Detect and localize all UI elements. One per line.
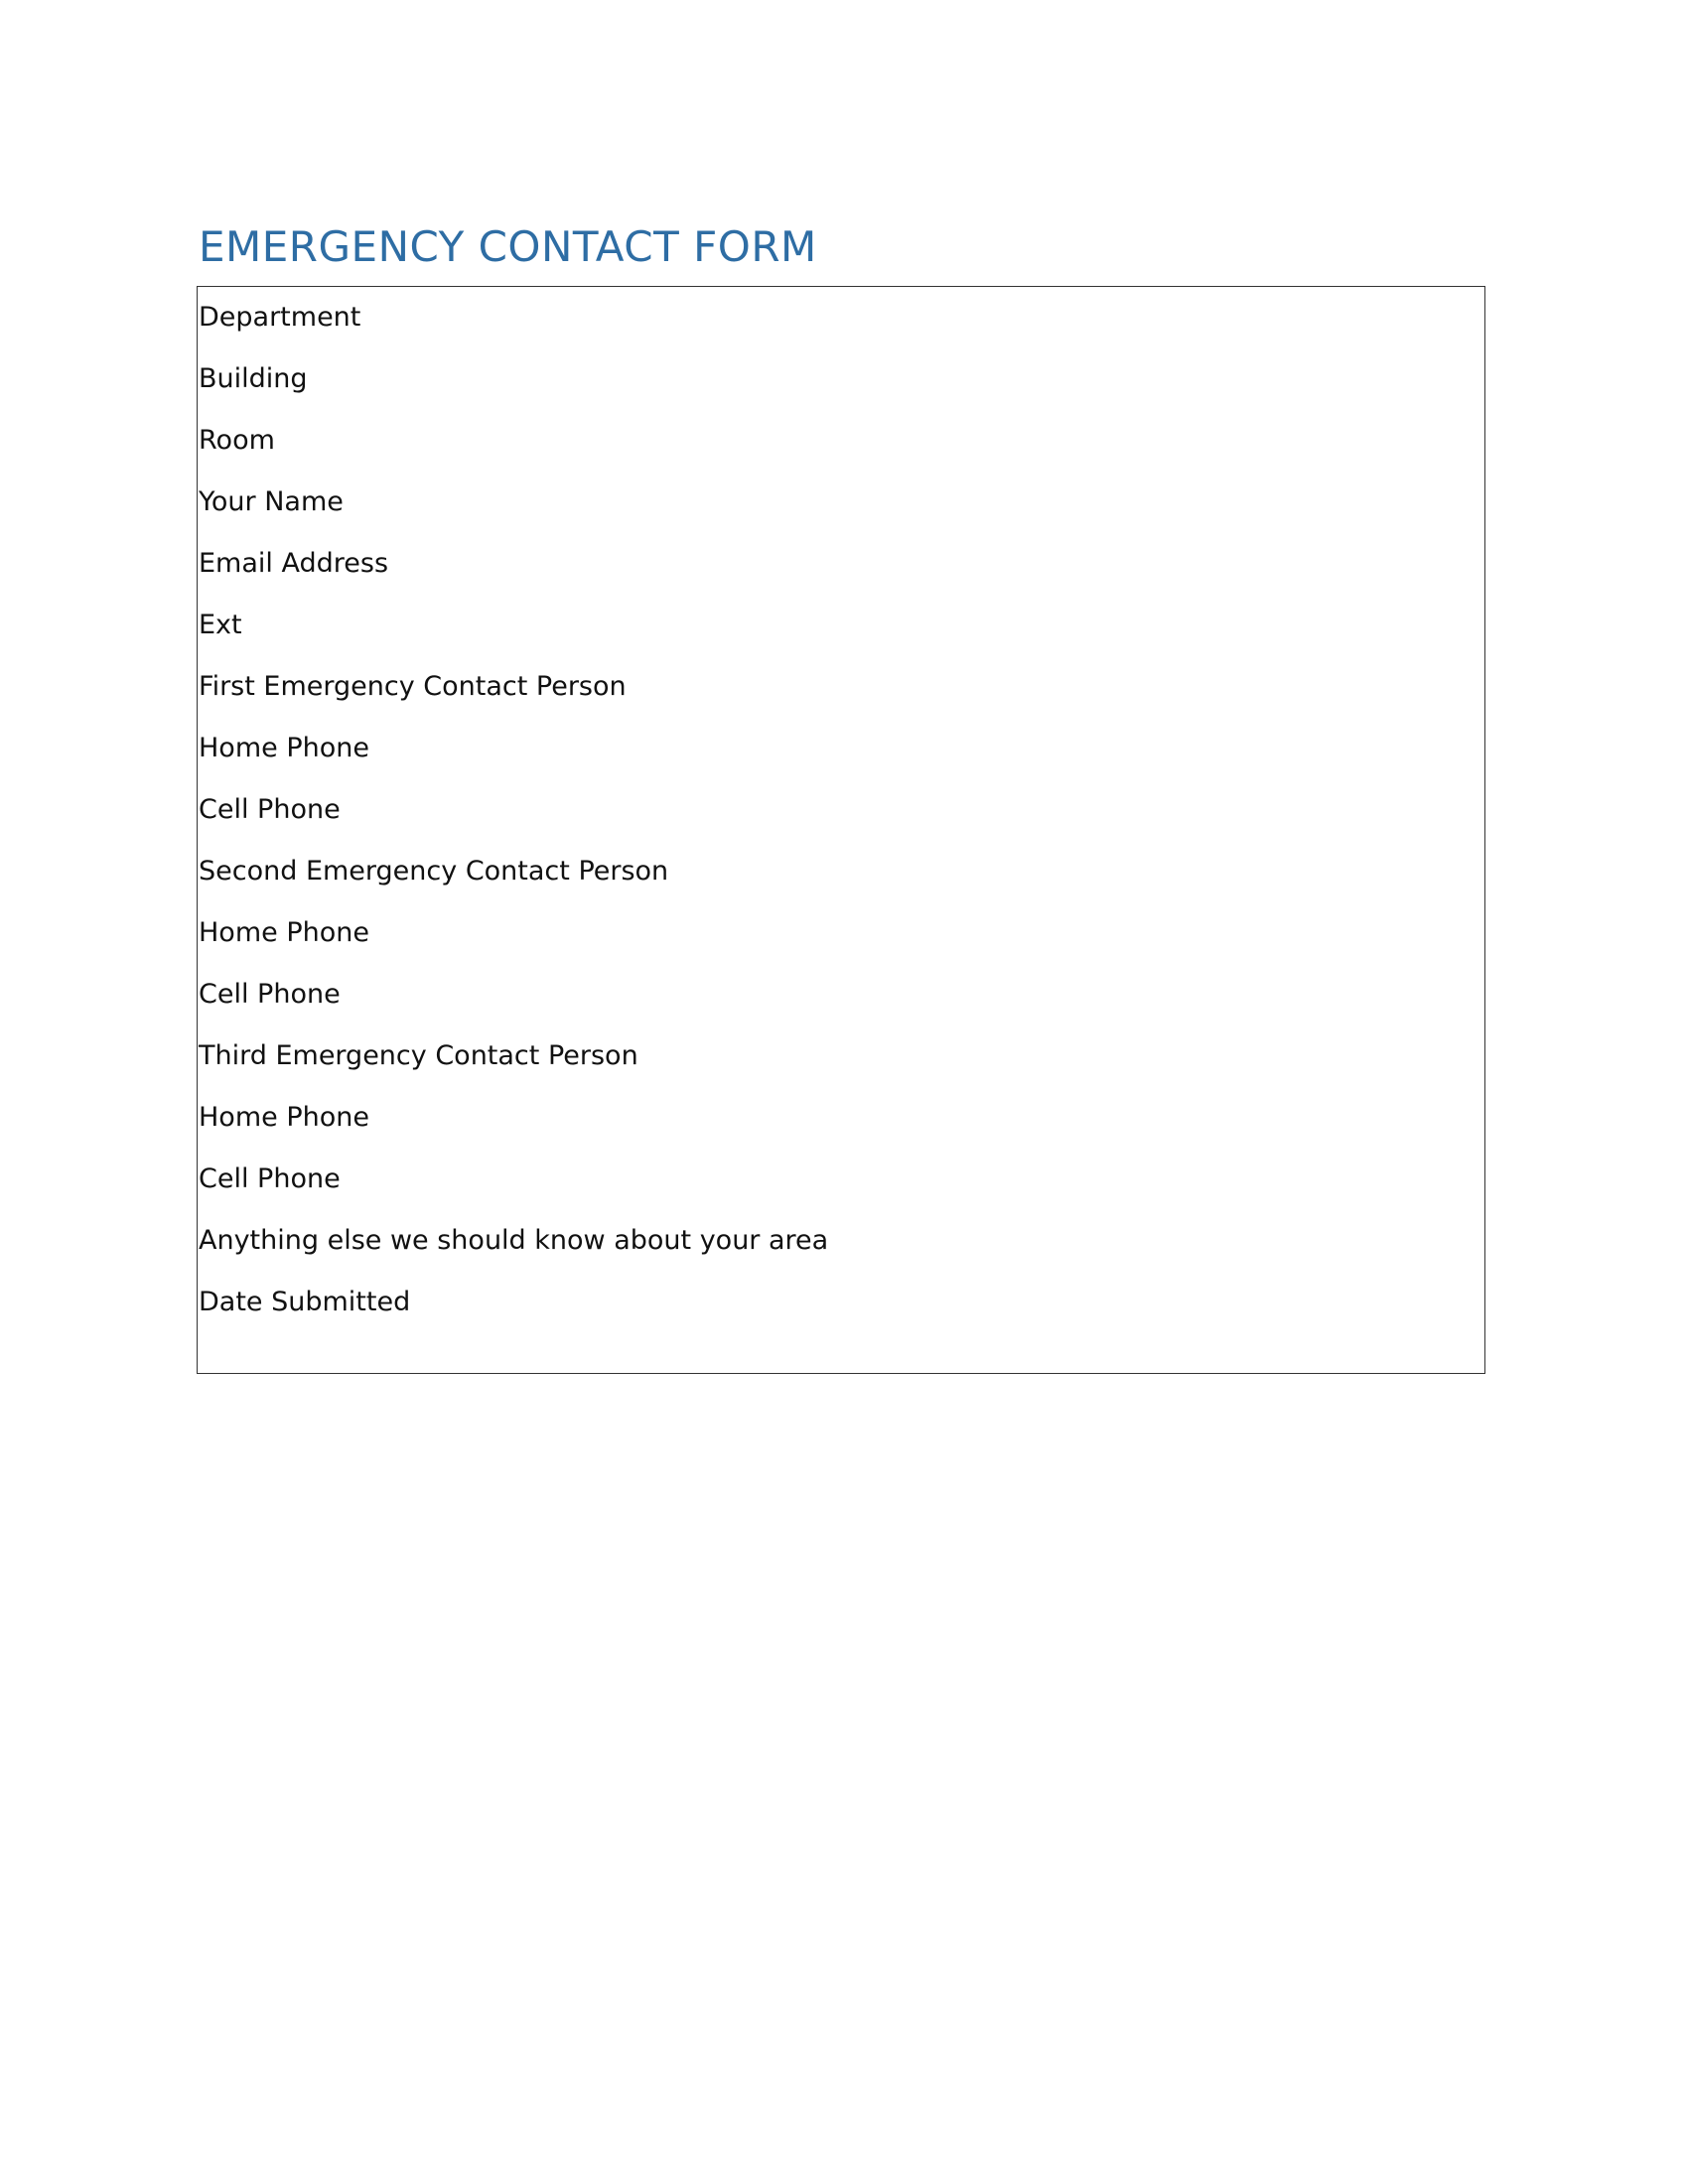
field-second-home-phone-label: Home Phone bbox=[199, 917, 369, 948]
field-list bbox=[198, 295, 828, 1341]
contact-form-box bbox=[197, 286, 1485, 1374]
field-date-submitted-label: Date Submitted bbox=[199, 1287, 411, 1317]
field-third-home-phone-label: Home Phone bbox=[199, 1102, 369, 1133]
field-building-label: Building bbox=[199, 363, 308, 394]
field-ext-label: Ext bbox=[199, 610, 242, 640]
field-second-contact-person-label: Second Emergency Contact Person bbox=[199, 856, 669, 887]
field-room-label: Room bbox=[199, 425, 275, 456]
page-title: EMERGENCY CONTACT FORM bbox=[199, 222, 817, 271]
field-first-home-phone-label: Home Phone bbox=[199, 733, 369, 763]
field-email-address-label: Email Address bbox=[199, 548, 389, 579]
field-first-contact-person-label: First Emergency Contact Person bbox=[199, 671, 627, 702]
field-third-contact-person-label: Third Emergency Contact Person bbox=[199, 1040, 638, 1071]
field-first-cell-phone-label: Cell Phone bbox=[199, 794, 341, 825]
field-department-label: Department bbox=[199, 302, 361, 333]
field-second-cell-phone-label: Cell Phone bbox=[199, 979, 341, 1010]
field-anything-else-label: Anything else we should know about your area bbox=[199, 1225, 829, 1256]
field-your-name-label: Your Name bbox=[199, 486, 344, 517]
field-third-cell-phone-label: Cell Phone bbox=[199, 1163, 341, 1194]
